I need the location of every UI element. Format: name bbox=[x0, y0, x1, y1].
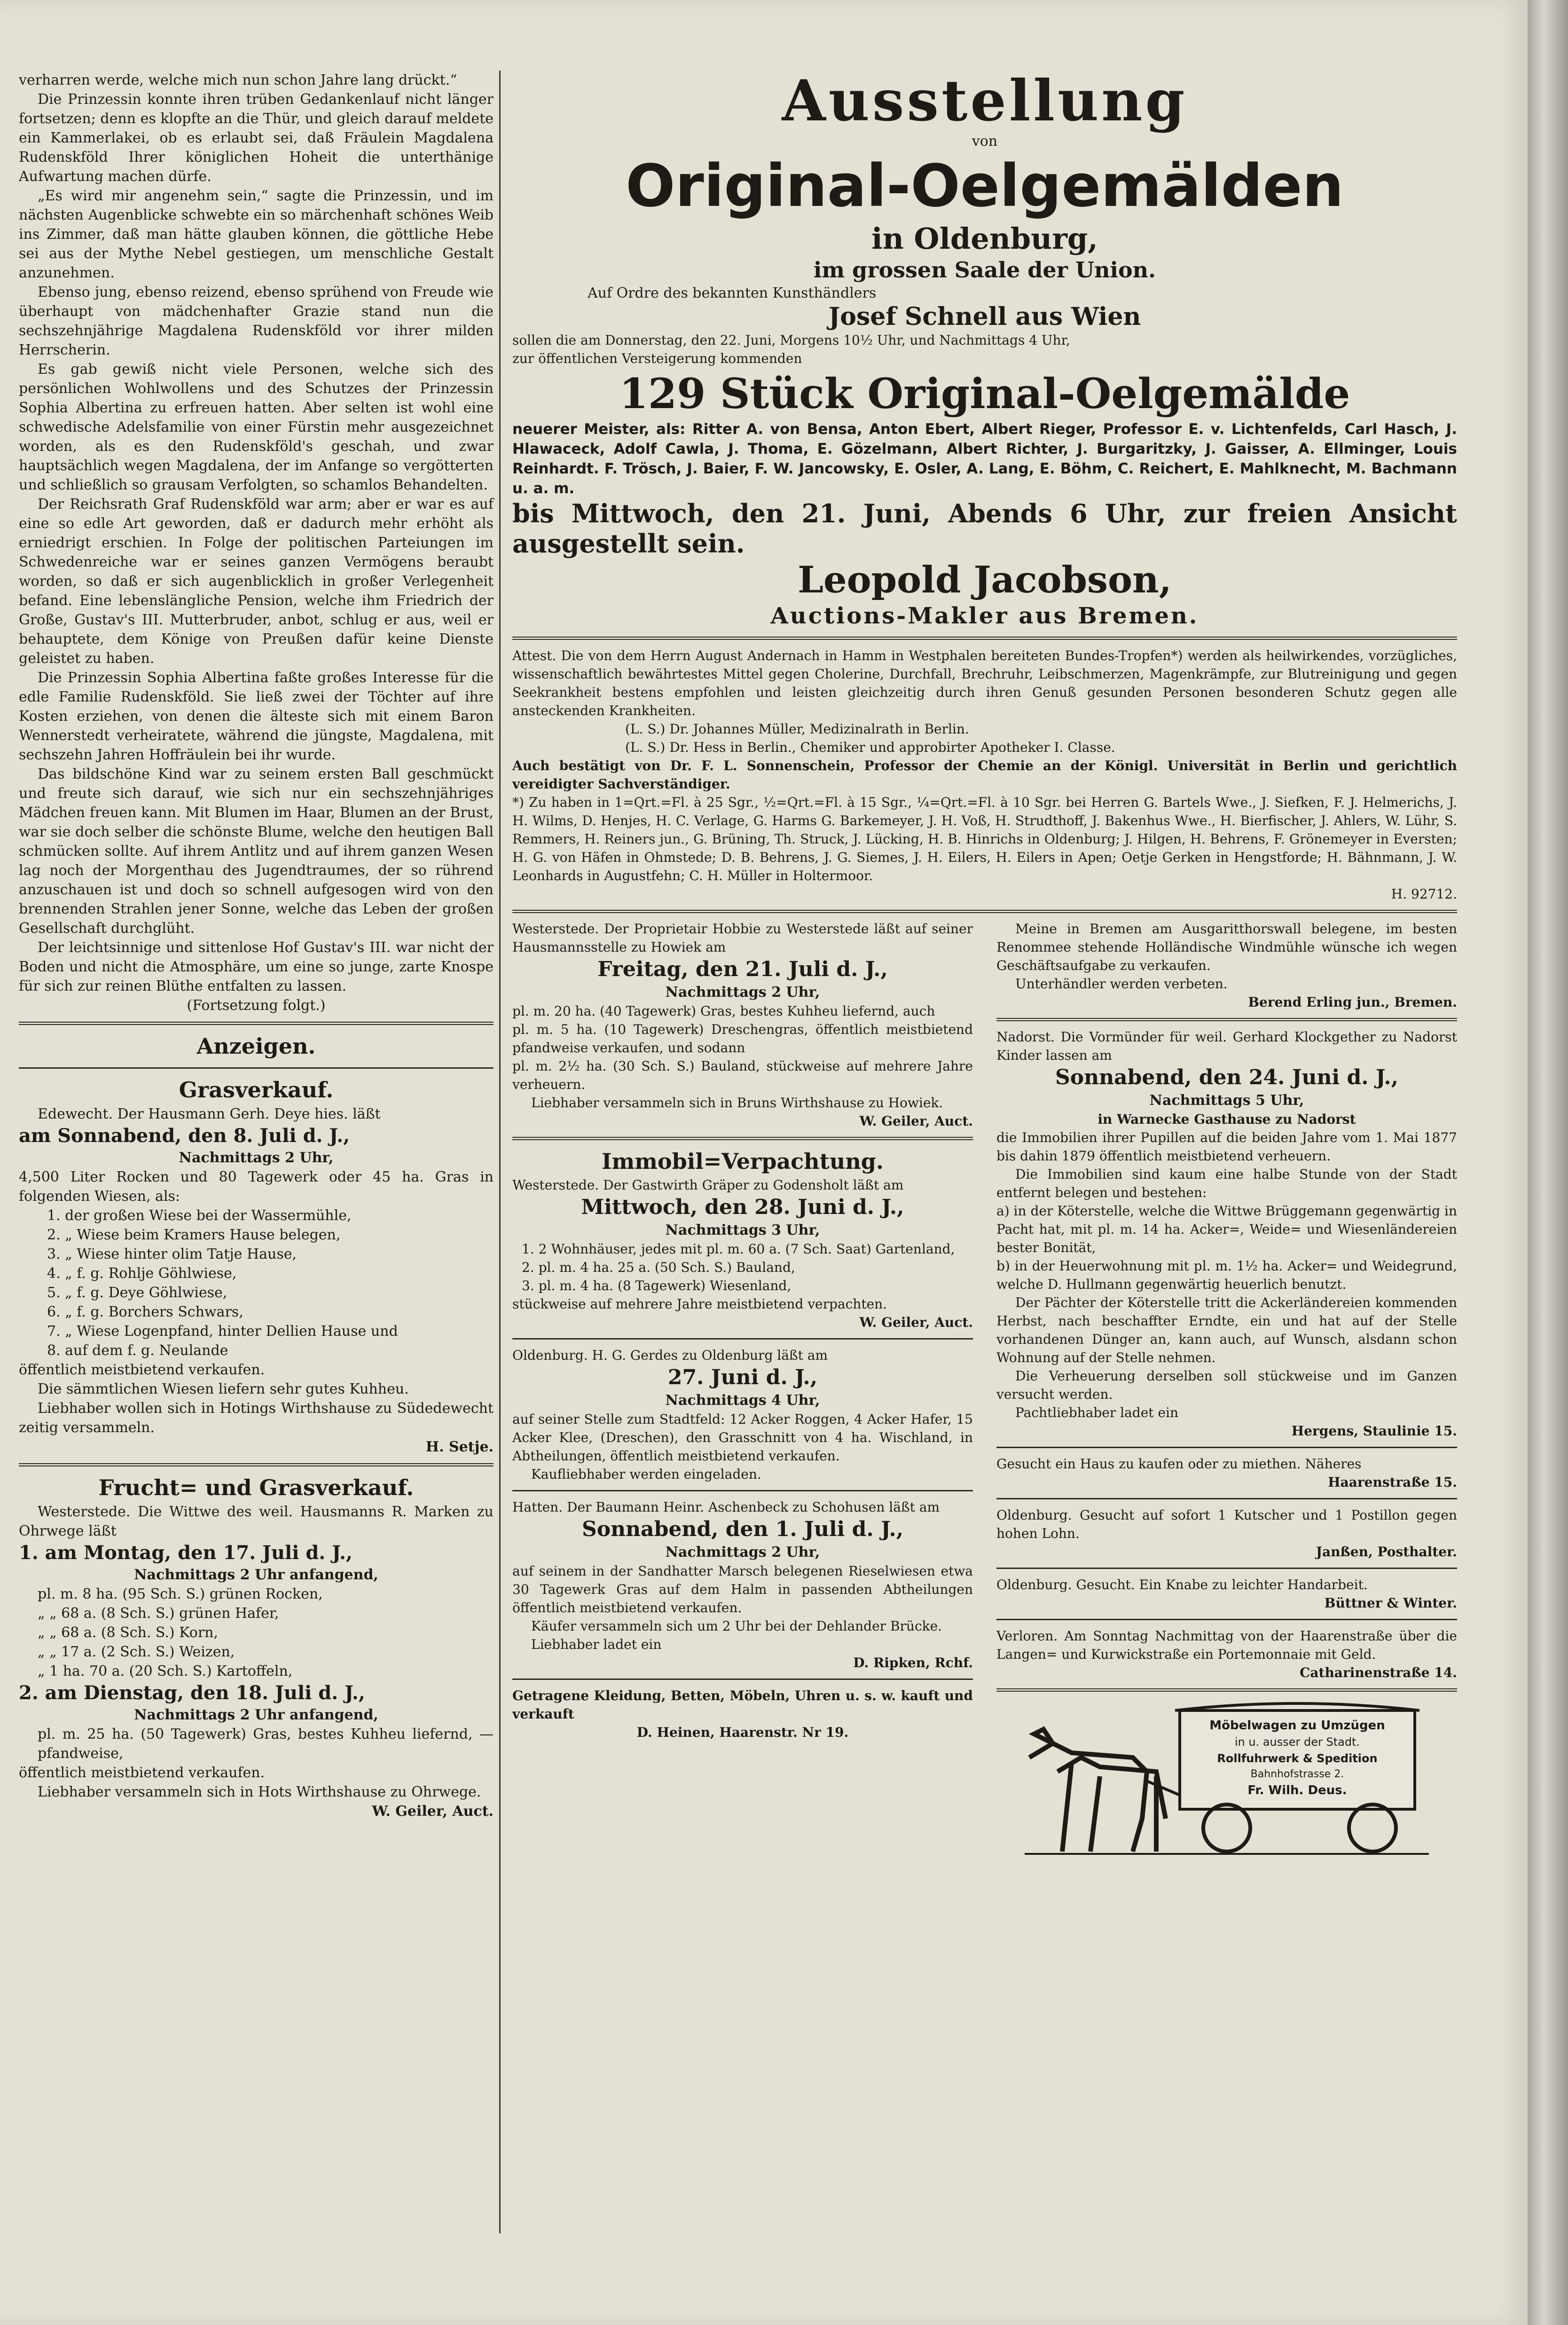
page-edge bbox=[1528, 0, 1568, 2325]
attest-code: H. 92712. bbox=[1391, 886, 1457, 902]
moebel-line: Rollfuhrwerk & Spedition bbox=[1217, 1752, 1378, 1765]
divider bbox=[996, 1447, 1457, 1448]
frucht-title: Frucht= und Grasverkauf. bbox=[98, 1475, 414, 1500]
moebel-ad bbox=[996, 1701, 1457, 1856]
frucht-date1: 1. am Montag, den 17. Juli d. J., bbox=[19, 1542, 353, 1564]
moebel-line: Möbelwagen zu Umzügen bbox=[1209, 1718, 1385, 1733]
verloren-text: Verloren. Am Sonntag Nachmittag von der Haarenstraße über die Langen= und Kurwickstraße ein Portemonnaie mit Geld. bbox=[996, 1628, 1457, 1662]
exhibit-line2: zur öffentlichen Versteigerung kommenden bbox=[512, 351, 802, 366]
gras-time: Nachmittags 2 Uhr, bbox=[179, 1150, 334, 1166]
divider bbox=[996, 1619, 1457, 1620]
hatten-intro: Hatten. Der Baumann Heinr. Aschenbeck zu Schohusen läßt am bbox=[512, 1499, 940, 1515]
divider bbox=[19, 1022, 494, 1025]
exhibit-count: 129 Stück Original-Oelgemälde bbox=[619, 369, 1350, 418]
nadorst-time: Nachmittags 5 Uhr, bbox=[1149, 1092, 1304, 1109]
gras-item: 2. „ Wiese beim Kramers Hause belegen, bbox=[47, 1227, 341, 1243]
divider bbox=[996, 1498, 1457, 1499]
frucht-item: pl. m. 8 ha. (95 Sch. S.) grünen Rocken, bbox=[38, 1586, 323, 1602]
hobbie-signature: W. Geiler, Auct. bbox=[859, 1113, 973, 1129]
story-paragraph: Die Prinzessin Sophia Albertina faßte großes Interesse für die edle Familie Rudenskföld. Sie ließ zwei der Töchter auf ihre Kosten erziehen, von denen die älteste sich mit einem Baron Wennerstedt verheiratete, während die jüngste, Magdalena, mit sechszehn Jahren Hoffräulein bei ihr wurde. bbox=[19, 670, 494, 763]
hatten-closing: Käufer versammeln sich um 2 Uhr bei der Dehlander Brücke. bbox=[531, 1618, 942, 1634]
anzeigen-title: Anzeigen. bbox=[196, 1033, 316, 1059]
heinen-signature: D. Heinen, Haarenstr. Nr 19. bbox=[636, 1725, 849, 1740]
hatten-body: auf seinem in der Sandhatter Marsch belegenen Rieselwiesen etwa 30 Tagewerk Gras auf dem Halm in passenden Abtheilungen öffentlich meistbietend verkaufen. bbox=[512, 1563, 973, 1616]
divider bbox=[996, 1688, 1457, 1692]
gras-item: 4. „ f. g. Rohlje Göhlwiese, bbox=[47, 1265, 237, 1282]
gerdes-body: auf seiner Stelle zum Stadtfeld: 12 Acker Roggen, 4 Acker Hafer, 15 Acker Klee, (Dreschen), den Grasschnitt von 4 ha. Wischland, in Abtheilungen, öffentlich meistbietend verkaufen. bbox=[512, 1411, 973, 1464]
gras-date: am Sonnabend, den 8. Juli d. J., bbox=[19, 1125, 350, 1147]
gras-intro: Edewecht. Der Hausmann Gerh. Deye hies. läßt bbox=[38, 1106, 381, 1122]
erling-ad bbox=[996, 920, 1457, 1011]
divider bbox=[19, 1463, 494, 1466]
frucht-item: „ „ 68 a. (8 Sch. S.) grünen Hafer, bbox=[38, 1605, 279, 1622]
erling-signature: Berend Erling jun., Bremen. bbox=[1248, 994, 1457, 1010]
frucht-intro: Westerstede. Die Wittwe des weil. Hausmanns R. Marken zu Ohrwege läßt bbox=[19, 1504, 494, 1539]
hobbie-time: Nachmittags 2 Uhr, bbox=[665, 984, 820, 1001]
divider bbox=[512, 1490, 973, 1491]
exhibit-venue: im grossen Saale der Union. bbox=[813, 257, 1156, 283]
exhibit-auctioneer: Leopold Jacobson, bbox=[798, 559, 1172, 601]
divider bbox=[996, 1568, 1457, 1569]
divider bbox=[512, 1137, 973, 1140]
gras-ad bbox=[19, 1075, 494, 1457]
frucht-closing: Liebhaber versammeln sich in Hots Wirthshause zu Ohrwege. bbox=[38, 1784, 481, 1800]
immobil-intro: Westerstede. Der Gastwirth Gräper zu Godensholt läßt am bbox=[512, 1177, 904, 1193]
immobil-date: Mittwoch, den 28. Juni d. J., bbox=[581, 1195, 904, 1219]
haus-text: Gesucht ein Haus zu kaufen oder zu miethen. Näheres bbox=[996, 1456, 1362, 1472]
kutscher-signature: Janßen, Posthalter. bbox=[1316, 1544, 1457, 1560]
divider bbox=[512, 910, 1457, 913]
hobbie-item: pl. m. 2½ ha. (30 Sch. S.) Bauland, stückweise auf mehrere Jahre verheuern. bbox=[512, 1058, 973, 1092]
ads-left bbox=[512, 920, 973, 1856]
hobbie-ad bbox=[512, 920, 973, 1130]
nadorst-body4: Die Verheuerung derselben soll stückweise und im Ganzen versucht werden. bbox=[996, 1368, 1457, 1402]
hatten-ad bbox=[512, 1498, 973, 1672]
ads-grid bbox=[512, 920, 1457, 1856]
nadorst-intro: Nadorst. Die Vormünder für weil. Gerhard Klockgether zu Nadorst Kinder lassen am bbox=[996, 1029, 1457, 1063]
gras-after: öffentlich meistbietend verkaufen. bbox=[19, 1362, 265, 1378]
heinen-ad bbox=[512, 1687, 973, 1742]
frucht-signature: W. Geiler, Auct. bbox=[372, 1803, 494, 1820]
divider bbox=[512, 1338, 973, 1340]
exhibit-ad bbox=[512, 68, 1457, 630]
frucht-after: öffentlich meistbietend verkaufen. bbox=[19, 1765, 265, 1781]
exhibit-main: Original-Oelgemälden bbox=[626, 152, 1344, 220]
nadorst-body3: Der Pächter der Köterstelle tritt die Ackerländereien kommenden Herbst, nach beschaffter Erndte, ein und hat auf der Stelle vorhandenen Dünger an, kann auch, auf Wunsch, alsdann schon Wohnung auf der Stelle nehmen. bbox=[996, 1295, 1457, 1365]
story-paragraph: Es gab gewiß nicht viele Personen, welche sich des persönlichen Wohlwollens und des Schutzes der Prinzessin Sophia Albertina zu erfreuen hatten. Aber selten ist wohl eine schwedische Adelsfamilie von einer Fürstin mehr ausgezeichnet worden, als es den Rudenskföld's geschah, und zwar hauptsächlich wegen Magdalena, der im Anfange so vergötterten und schließlich so grausam Verfolgten, so schamlos Behandelten. bbox=[19, 361, 494, 493]
right-column bbox=[512, 68, 1457, 1856]
hobbie-closing: Liebhaber versammeln sich in Bruns Wirthshause zu Howiek. bbox=[531, 1095, 943, 1111]
frucht-date2: 2. am Dienstag, den 18. Juli d. J., bbox=[19, 1682, 365, 1704]
immobil-item: 3. pl. m. 4 ha. (8 Tagewerk) Wiesenland, bbox=[522, 1278, 792, 1293]
nadorst-body2: Die Immobilien sind kaum eine halbe Stunde von der Stadt entfernt belegen und bestehen: bbox=[996, 1166, 1457, 1200]
nadorst-closing: Pachtliebhaber ladet ein bbox=[1015, 1405, 1179, 1420]
gras-title: Grasverkauf. bbox=[179, 1077, 334, 1103]
gras-signature: H. Setje. bbox=[425, 1439, 494, 1455]
hatten-date: Sonnabend, den 1. Juli d. J., bbox=[581, 1517, 904, 1541]
gras-note: Die sämmtlichen Wiesen liefern sehr gutes Kuhheu. bbox=[38, 1381, 409, 1397]
frucht-item: „ 1 ha. 70 a. (20 Sch. S.) Kartoffeln, bbox=[38, 1663, 293, 1679]
gerdes-intro: Oldenburg. H. G. Gerdes zu Oldenburg läßt am bbox=[512, 1348, 828, 1363]
gras-closing: Liebhaber wollen sich in Hotings Wirthshause zu Südedewecht zeitig versammeln. bbox=[19, 1400, 494, 1436]
verloren-signature: Catharinenstraße 14. bbox=[1300, 1665, 1457, 1680]
heinen-text: Getragene Kleidung, Betten, Möbeln, Uhren u. s. w. kauft und verkauft bbox=[512, 1688, 973, 1722]
frucht-item: „ „ 68 a. (8 Sch. S.) Korn, bbox=[38, 1624, 219, 1641]
gras-item: 3. „ Wiese hinter olim Tatje Hause, bbox=[47, 1246, 297, 1262]
nadorst-ad bbox=[996, 1028, 1457, 1440]
gerdes-date: 27. Juni d. J., bbox=[667, 1365, 818, 1389]
knabe-text: Oldenburg. Gesucht. Ein Knabe zu leichter Handarbeit. bbox=[996, 1577, 1368, 1592]
story-paragraph: Das bildschöne Kind war zu seinem ersten Ball geschmückt und freute sich darauf, wie sich nur ein sechszehnjähriges Mädchen freuen kann. Mit Blumen im Haar, Blumen an der Brust, war sie doch selber die schönste Blume, welche den heutigen Ball schmücken sollte. Auf ihrem Antlitz und auf ihrem ganzen Wesen lag noch der Morgenthau des Jugendtraumes, der so rührend anzuschauen ist und doch so schnell aufgesogen wird von den brennenden Strahlen jener Sonne, welche das Leben der großen Gesellschaft durchglüht. bbox=[19, 766, 494, 937]
gerdes-time: Nachmittags 4 Uhr, bbox=[665, 1392, 820, 1409]
hobbie-item: pl. m. 20 ha. (40 Tagewerk) Gras, bestes Kuhheu liefernd, auch bbox=[512, 1003, 935, 1019]
story-paragraph: Der Reichsrath Graf Rudenskföld war arm; aber er war es auf eine so edle Art geworden, daß er dadurch mehr erhöht als erniedrigt erschien. In Folge der politischen Parteiungen im Schwedenreiche war er seines ganzen Vermögens beraubt worden, so daß er sich augenblicklich in großer Verlegenheit befand. Eine lebenslängliche Pension, welche ihm Friedrich der Große, Gustav's III. Mutterbruder, anbot, schlug er aus, weil er behauptete, dem Könige von Preußen dafür keine Dienste geleistet zu haben. bbox=[19, 496, 494, 667]
exhibit-place: in Oldenburg, bbox=[871, 221, 1098, 256]
column-rule bbox=[499, 71, 501, 2233]
hobbie-date: Freitag, den 21. Juli d. J., bbox=[597, 957, 888, 981]
gras-body: 4,500 Liter Rocken und 80 Tagewerk oder 45 ha. Gras in folgenden Wiesen, als: bbox=[19, 1169, 494, 1205]
attest-sig: (L. S.) Dr. Hess in Berlin., Chemiker und approbirter Apotheker I. Classe. bbox=[625, 740, 1115, 755]
immobil-item: 1. 2 Wohnhäuser, jedes mit pl. m. 60 a. (7 Sch. Saat) Gartenland, bbox=[522, 1241, 955, 1257]
nadorst-date: Sonnabend, den 24. Juni d. J., bbox=[1055, 1065, 1398, 1089]
nadorst-venue: in Warnecke Gasthause zu Nadorst bbox=[1098, 1111, 1356, 1127]
haus-signature: Haarenstraße 15. bbox=[1328, 1474, 1457, 1490]
knabe-ad bbox=[996, 1576, 1457, 1612]
frucht-item: pl. m. 25 ha. (50 Tagewerk) Gras, bestes Kuhheu liefernd, — pfandweise, bbox=[38, 1726, 494, 1762]
attest-sig: (L. S.) Dr. Johannes Müller, Medizinalrath in Berlin. bbox=[625, 721, 969, 737]
story-paragraph: „Es wird mir angenehm sein,“ sagte die Prinzessin, und im nächsten Augenblicke schwebte ein so märchenhaft schönes Weib ins Zimmer, daß man hätte glauben können, die göttliche Hebe sei aus der Mythe Nebel gestiegen, um menschliche Gestalt anzunehmen. bbox=[19, 188, 494, 281]
erling-closing: Unterhändler werden verbeten. bbox=[1015, 976, 1228, 992]
divider bbox=[996, 1018, 1457, 1021]
ads-right bbox=[996, 920, 1457, 1856]
immobil-after: stückweise auf mehrere Jahre meistbietend verpachten. bbox=[512, 1296, 887, 1312]
immobil-ad bbox=[512, 1147, 973, 1332]
kutscher-text: Oldenburg. Gesucht auf sofort 1 Kutscher und 1 Postillon gegen hohen Lohn. bbox=[996, 1507, 1457, 1541]
gerdes-ad bbox=[512, 1346, 973, 1483]
story-paragraph: Die Prinzessin konnte ihren trüben Gedankenlauf nicht länger fortsetzen; denn es klopfte an die Thür, und gleich darauf meldete ein Kammerlakei, ob es erlaubt sei, daß Fräulein Magdalena Rudenskföld Ihrer königlichen Hoheit die unterthänige Aufwartung machen dürfe. bbox=[19, 91, 494, 185]
moving-wagon-illustration bbox=[1015, 1701, 1438, 1856]
attest-text: Attest. Die von dem Herrn August Andernach in Hamm in Westphalen bereiteten Bundes-Tropfen*) werden als heilwirkendes, vorzügliches, wissenschaftlich bewährtestes Mittel gegen Cholerine, Durchfall, Brechruhr, Leibschmerzen, Magenkrämpfe, zur Blutreinigung und gegen Seekrankheit bestens empfohlen und leisten gleichzeitig durch ihren Genuß gesunden Personen besonderen Schutz gegen alle ansteckenden Krankheiten. bbox=[512, 648, 1457, 718]
left-column bbox=[19, 71, 494, 1821]
gras-item: 6. „ f. g. Borchers Schwars, bbox=[47, 1304, 243, 1320]
story-paragraph: Ebenso jung, ebenso reizend, ebenso sprühend von Freude wie überhaupt von mädchenhafter Grazie stand nun die sechszehnjährige Magdalena Rudenskföld vor ihrer milden Herrscherin. bbox=[19, 284, 494, 358]
nadorst-a: a) in der Köterstelle, welche die Wittwe Brüggemann gegenwärtig in Pacht hat, mit pl. m. 14 ha. Acker=, Weide= und Wiesenländereien bester Bonität, bbox=[996, 1203, 1457, 1255]
immobil-item: 2. pl. m. 4 ha. 25 a. (50 Sch. S.) Bauland, bbox=[522, 1260, 795, 1275]
exhibit-dealer: Josef Schnell aus Wien bbox=[828, 302, 1141, 331]
immobil-signature: W. Geiler, Auct. bbox=[859, 1315, 973, 1330]
hatten-closing2: Liebhaber ladet ein bbox=[531, 1637, 662, 1652]
exhibit-von: von bbox=[972, 133, 998, 150]
story-paragraph: Der leichtsinnige und sittenlose Hof Gustav's III. war nicht der Boden und nicht die Atmosphäre, um eine so junge, zarte Knospe für sich zur reinen Blüthe entfalten zu lassen. bbox=[19, 939, 494, 994]
gras-item: 7. „ Wiese Logenpfand, hinter Dellien Hause und bbox=[47, 1323, 398, 1340]
continued-note: (Fortsetzung folgt.) bbox=[187, 997, 326, 1014]
divider bbox=[19, 1067, 494, 1069]
frucht-item: „ „ 17 a. (2 Sch. S.) Weizen, bbox=[38, 1644, 235, 1660]
attest-ad bbox=[512, 646, 1457, 903]
hatten-signature: D. Ripken, Rchf. bbox=[853, 1655, 973, 1671]
kutscher-ad bbox=[996, 1506, 1457, 1561]
divider bbox=[512, 637, 1457, 640]
frucht-ad bbox=[19, 1473, 494, 1821]
exhibit-line1: sollen die am Donnerstag, den 22. Juni, Morgens 10½ Uhr, und Nachmittags 4 Uhr, bbox=[512, 332, 1070, 348]
hobbie-intro: Westerstede. Der Proprietair Hobbie zu Westerstede läßt auf seiner Hausmannsstelle zu Howiek am bbox=[512, 921, 973, 955]
story-paragraph: verharren werde, welche mich nun schon Jahre lang drückt.“ bbox=[19, 72, 457, 88]
verloren-ad bbox=[996, 1627, 1457, 1682]
gras-item: 1. der großen Wiese bei der Wassermühle, bbox=[47, 1207, 352, 1224]
exhibit-until: bis Mittwoch, den 21. Juni, Abends 6 Uhr, zur freien Ansicht ausgestellt sein. bbox=[512, 498, 1457, 559]
nadorst-signature: Hergens, Staulinie 15. bbox=[1291, 1423, 1457, 1439]
exhibit-role: Auctions-Makler aus Bremen. bbox=[770, 603, 1199, 629]
nadorst-body: die Immobilien ihrer Pupillen auf die beiden Jahre vom 1. Mai 1877 bis dahin 1879 öffentlich meistbietend verheuern. bbox=[996, 1130, 1457, 1164]
exhibit-order: Auf Ordre des bekannten Kunsthändlers bbox=[588, 285, 877, 301]
gras-item: 5. „ f. g. Deye Göhlwiese, bbox=[47, 1285, 227, 1301]
knabe-signature: Büttner & Winter. bbox=[1324, 1595, 1457, 1611]
immobil-time: Nachmittags 3 Uhr, bbox=[665, 1222, 820, 1238]
moebel-line: Fr. Wilh. Deus. bbox=[1247, 1783, 1347, 1797]
moebel-line: Bahnhofstrasse 2. bbox=[1250, 1768, 1344, 1780]
gerdes-closing: Kaufliebhaber werden eingeladen. bbox=[531, 1466, 761, 1482]
story-section bbox=[19, 71, 494, 1015]
frucht-time1: Nachmittags 2 Uhr anfangend, bbox=[134, 1567, 378, 1583]
nadorst-b: b) in der Heuerwohnung mit pl. m. 1½ ha. Acker= und Weidegrund, welche D. Hullmann gegenwärtig heuerlich benutzt. bbox=[996, 1258, 1457, 1292]
divider bbox=[512, 1679, 973, 1680]
exhibit-masters: neuerer Meister, als: Ritter A. von Bensa, Anton Ebert, Albert Rieger, Professor E. v. Lichtenfelds, Carl Hasch, J. Hlawaceck, Adolf Cawla, J. Thoma, E. Gözelmann, Albert Richter, J. Burgaritzky, J. Gaisser, A. Ellminger, Louis Reinhardt. F. Trösch, J. Baier, F. W. Jancowsky, E. Osler, A. Lang, E. Böhm, C. Reichert, E. Mahlknecht, M. Bachmann u. a. m. bbox=[512, 421, 1457, 497]
moebel-line: in u. ausser der Stadt. bbox=[1234, 1735, 1360, 1749]
hobbie-item: pl. m. 5 ha. (10 Tagewerk) Dreschengras, öffentlich meistbietend pfandweise verkaufen, und sodann bbox=[512, 1022, 973, 1056]
haus-ad bbox=[996, 1455, 1457, 1491]
hatten-time: Nachmittags 2 Uhr, bbox=[665, 1544, 820, 1561]
attest-confirm: Auch bestätigt von Dr. F. L. Sonnenschein, Professor der Chemie an der Königl. Universität in Berlin und gerichtlich vereidigter Sachverständiger. bbox=[512, 758, 1457, 792]
frucht-time2: Nachmittags 2 Uhr anfangend, bbox=[134, 1707, 378, 1723]
exhibit-title: Ausstellung bbox=[782, 68, 1188, 134]
attest-footnote: *) Zu haben in 1=Qrt.=Fl. à 25 Sgr., ½=Qrt.=Fl. à 15 Sgr., ¼=Qrt.=Fl. à 10 Sgr. bei Herren G. Bartels Wwe., J. Siefken, F. J. Helmerichs, J. H. Wilms, D. Henjes, H. C. Verlage, G. Harms G. Barkemeyer, J. H. Voß, H. Strudthoff, J. Bakenhus Wwe., H. Bierfischer, J. Ahlers, W. Lühr, S. Remmers, H. Reiners jun., G. Brüning, Th. Struck, J. Lücking, H. B. Hinrichs in Oldenburg; J. Hilgen, H. Behrens, F. Grönemeyer in Eversten; H. G. von Häfen in Ohmstede; D. B. Behrens, J. G. Siemes, J. H. Eilers, H. Eilers in Apen; Oetje Gerken in Hengstforde; H. Bähnmann, J. W. Leonhards in Augustfehn; C. H. Müller in Holtermoor. bbox=[512, 795, 1457, 883]
erling-text: Meine in Bremen am Ausgaritthorswall belegene, im besten Renommee stehende Holländische Windmühle wünsche ich wegen Geschäftsaufgabe zu verkaufen. bbox=[996, 921, 1457, 973]
gras-item: 8. auf dem f. g. Neulande bbox=[47, 1342, 228, 1359]
immobil-title: Immobil=Verpachtung. bbox=[602, 1149, 884, 1174]
